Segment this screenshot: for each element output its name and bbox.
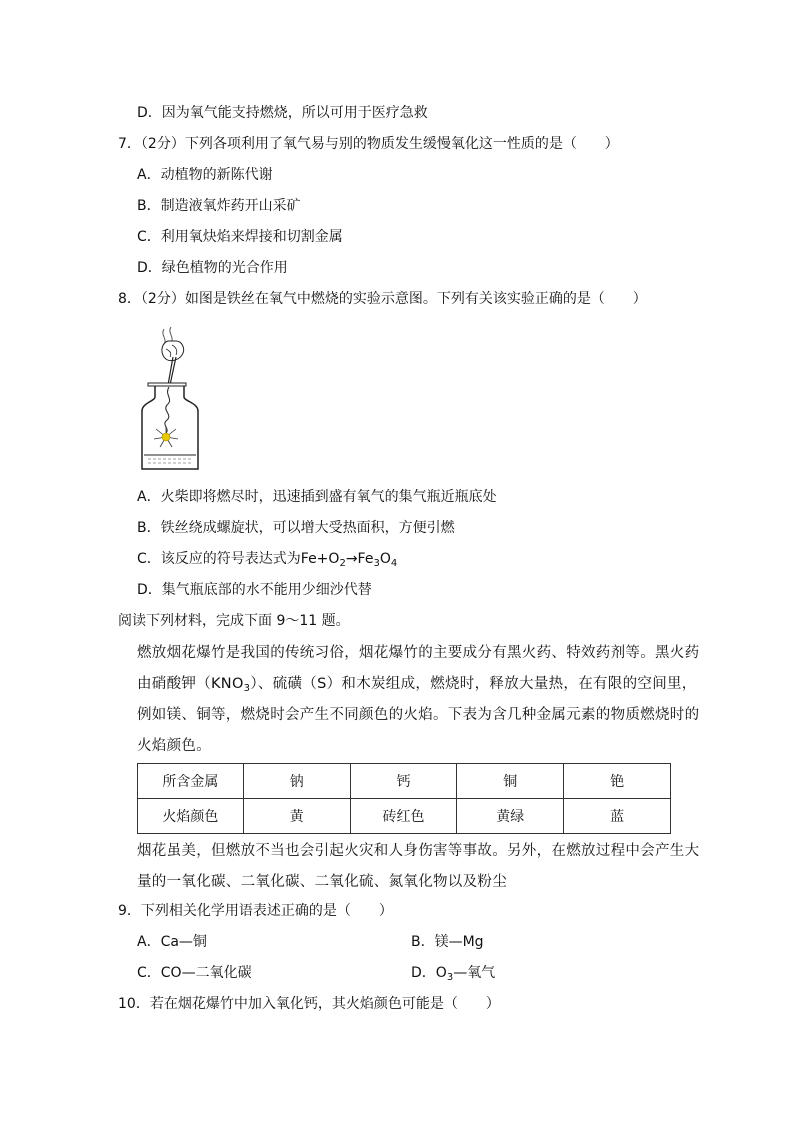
reading-paragraph-1-line-4: 火焰颜色。: [137, 738, 211, 754]
q9-stem: 9．下列相关化学用语表述正确的是（ ）: [118, 903, 393, 919]
flame-color-table: [137, 763, 671, 834]
table-row: [138, 799, 671, 834]
q10-stem: 10．若在烟花爆竹中加入氧化钙，其火焰颜色可能是（ ）: [118, 996, 500, 1012]
q7-stem: 7．（2分）下列各项利用了氧气易与别的物质发生缓慢氧化这一性质的是（ ）: [118, 136, 619, 152]
q8-option-c: C．该反应的符号表达式为$Fe+O_2\to Fe_3O_4$: [137, 551, 398, 569]
q9-option-c: C．CO—二氧化碳: [137, 965, 252, 981]
q8-option-a: A．火柴即将燃尽时，迅速插到盛有氧气的集气瓶近瓶底处: [137, 489, 497, 505]
q9-option-b: B．镁—Mg: [411, 934, 484, 950]
table-row: [138, 764, 671, 799]
table-cell: 铜: [457, 764, 564, 799]
iron-wire-combustion-figure: [138, 325, 206, 473]
reading-paragraph-1-line-1: 燃放烟花爆竹是我国的传统习俗，烟花爆竹的主要成分有黑火药、特效药剂等。黑火药: [137, 645, 700, 661]
q7-option-b: B．制造液氧炸药开山采矿: [137, 198, 301, 214]
q7-option-a: A．动植物的新陈代谢: [137, 167, 273, 183]
q8-option-d: D．集气瓶底部的水不能用少细沙代替: [137, 582, 372, 598]
q7-option-c: C．利用氧炔焰来焊接和切割金属: [137, 229, 343, 245]
table-cell: 所含金属: [138, 764, 244, 799]
table-cell: 铯: [564, 764, 671, 799]
table-cell: 黄绿: [457, 799, 564, 834]
q9-option-a: A．Ca—铜: [137, 934, 207, 950]
reading-paragraph-1-line-3: 例如镁、铜等，燃烧时会产生不同颜色的火焰。下表为含几种金属元素的物质燃烧时的: [137, 707, 700, 723]
table-cell: 砖红色: [350, 799, 457, 834]
table-cell: 钠: [243, 764, 350, 799]
q8-option-b: B．铁丝绕成螺旋状，可以增大受热面积，方便引燃: [137, 520, 455, 536]
reading-paragraph-2-line-2: 量的一氧化碳、二氧化碳、二氧化硫、氮氧化物以及粉尘: [137, 874, 507, 890]
table-cell: 黄: [243, 799, 350, 834]
chem-formula: $Fe+O_2\to Fe_3O_4$: [300, 551, 398, 569]
reading-paragraph-1-line-2: 由硝酸钾$(KNO_3)$、硫磺（S）和木炭组成，燃烧时，释放大量热，在有限的空间里，: [137, 676, 697, 694]
q9-option-d: D．$O_3—$氧气: [411, 965, 496, 983]
table-cell: 火焰颜色: [138, 799, 244, 834]
reading-paragraph-2-line-1: 烟花虽美，但燃放不当也会引起火灾和人身伤害等事故。另外，在燃放过程中会产生大: [137, 843, 700, 859]
reading-intro: 阅读下列材料，完成下面 9～11 题。: [118, 613, 350, 629]
table-cell: 蓝: [564, 799, 671, 834]
q8-stem: 8．（2分）如图是铁丝在氧气中燃烧的实验示意图。下列有关该实验正确的是（ ）: [118, 291, 647, 307]
q6-option-d: D．因为氧气能支持燃烧，所以可用于医疗急救: [137, 105, 428, 121]
q7-option-d: D．绿色植物的光合作用: [137, 260, 288, 276]
table-cell: 钙: [350, 764, 457, 799]
